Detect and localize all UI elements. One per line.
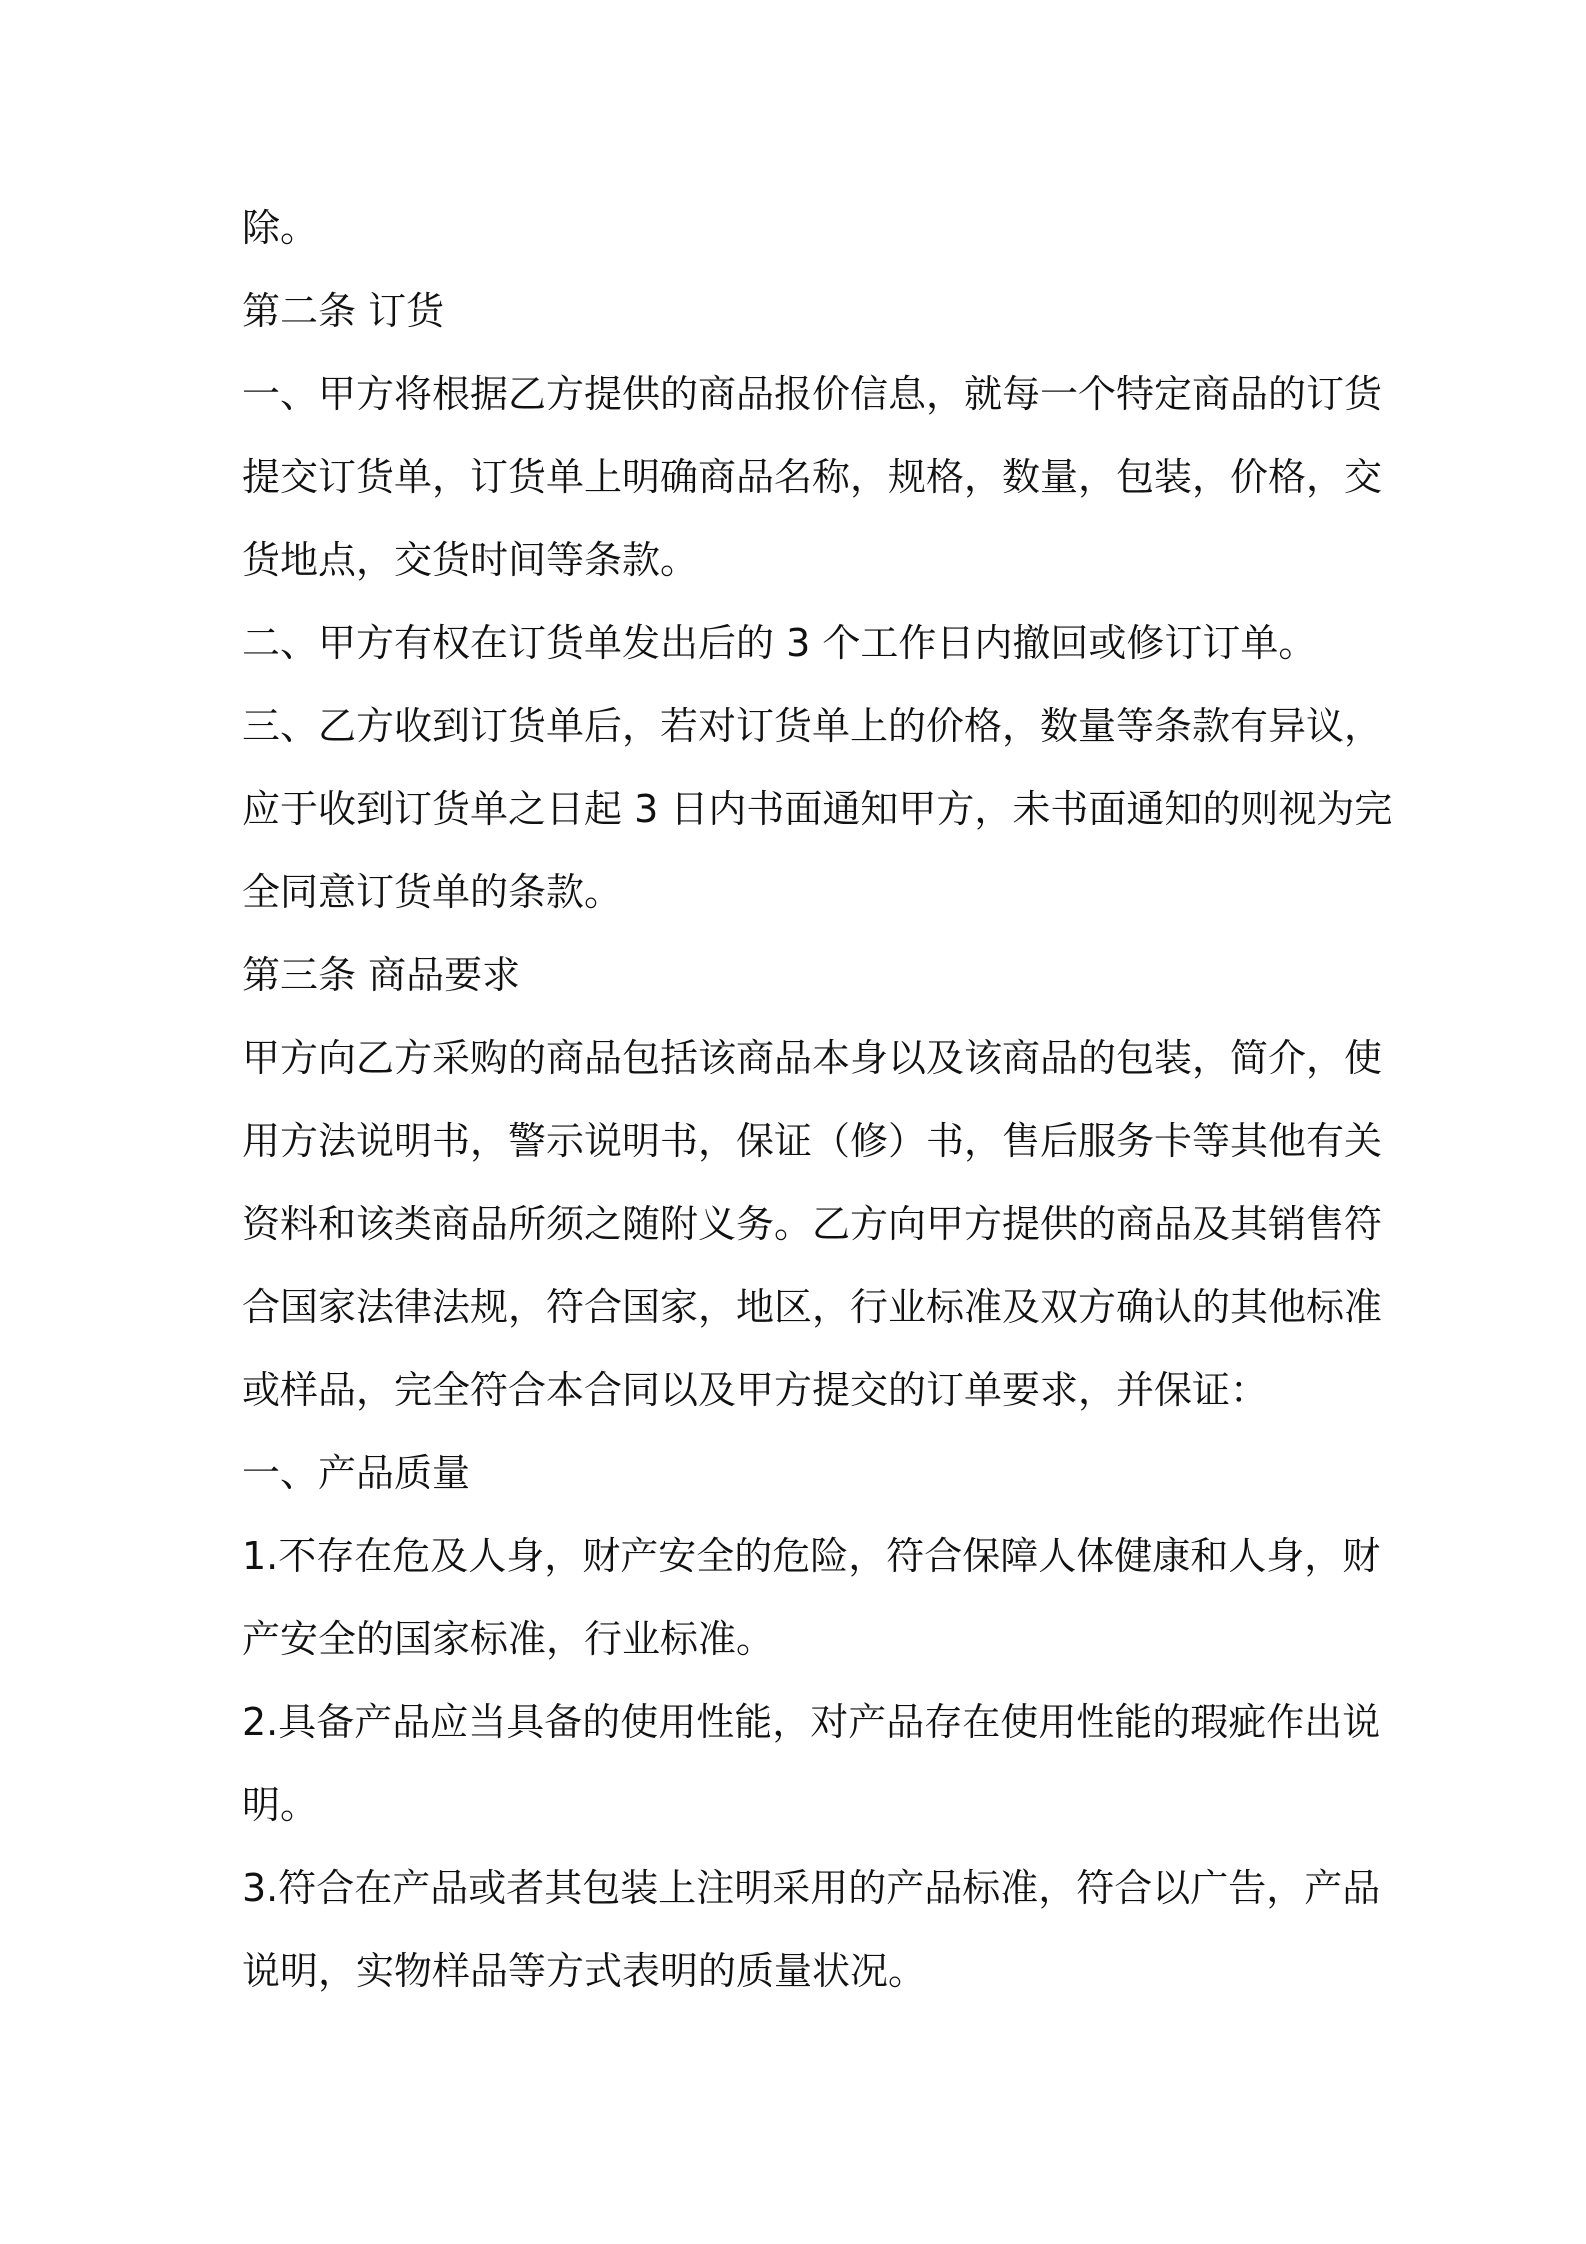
quality-item-3-line-2: 说明，实物样品等方式表明的质量状况。: [242, 1949, 927, 1993]
quality-item-1-line-2: 产安全的国家标准，行业标准。: [242, 1617, 775, 1661]
article-3-paragraph-line-2: 用方法说明书，警示说明书，保证（修）书，售后服务卡等其他有关: [242, 1119, 1383, 1163]
article-2-clause-1-line-3: 货地点，交货时间等条款。: [242, 538, 699, 582]
product-quality-heading: 一、产品质量: [242, 1451, 471, 1495]
article-2-clause-1-line-2: 提交订货单，订货单上明确商品名称，规格，数量，包装，价格，交: [242, 455, 1383, 499]
quality-item-3-line-1: 3.符合在产品或者其包装上注明采用的产品标准，符合以广告，产品: [242, 1866, 1381, 1910]
article-2-clause-2: 二、甲方有权在订货单发出后的 3 个工作日内撤回或修订订单。: [242, 621, 1317, 665]
quality-item-2-line-2: 明。: [242, 1783, 319, 1827]
article-3-paragraph-line-1: 甲方向乙方采购的商品包括该商品本身以及该商品的包装，简介，使: [242, 1036, 1383, 1080]
article-2-clause-1-line-1: 一、甲方将根据乙方提供的商品报价信息，就每一个特定商品的订货: [242, 372, 1383, 416]
article-2-clause-3-line-1: 三、乙方收到订货单后，若对订货单上的价格，数量等条款有异议，: [242, 704, 1383, 748]
article-3-paragraph-line-5: 或样品，完全符合本合同以及甲方提交的订单要求，并保证：: [242, 1368, 1269, 1412]
article-2-heading: 第二条 订货: [242, 289, 445, 333]
paragraph-continuation: 除。: [242, 206, 319, 250]
article-2-clause-3-line-2: 应于收到订货单之日起 3 日内书面通知甲方，未书面通知的则视为完: [242, 787, 1393, 831]
quality-item-2-line-1: 2.具备产品应当具备的使用性能，对产品存在使用性能的瑕疵作出说: [242, 1700, 1381, 1744]
article-3-paragraph-line-4: 合国家法律法规，符合国家，地区，行业标准及双方确认的其他标准: [242, 1285, 1383, 1329]
article-3-heading: 第三条 商品要求: [242, 953, 521, 997]
article-3-paragraph-line-3: 资料和该类商品所须之随附义务。乙方向甲方提供的商品及其销售符: [242, 1202, 1383, 1246]
article-2-clause-3-line-3: 全同意订货单的条款。: [242, 870, 623, 914]
quality-item-1-line-1: 1.不存在危及人身，财产安全的危险，符合保障人体健康和人身，财: [242, 1534, 1381, 1578]
